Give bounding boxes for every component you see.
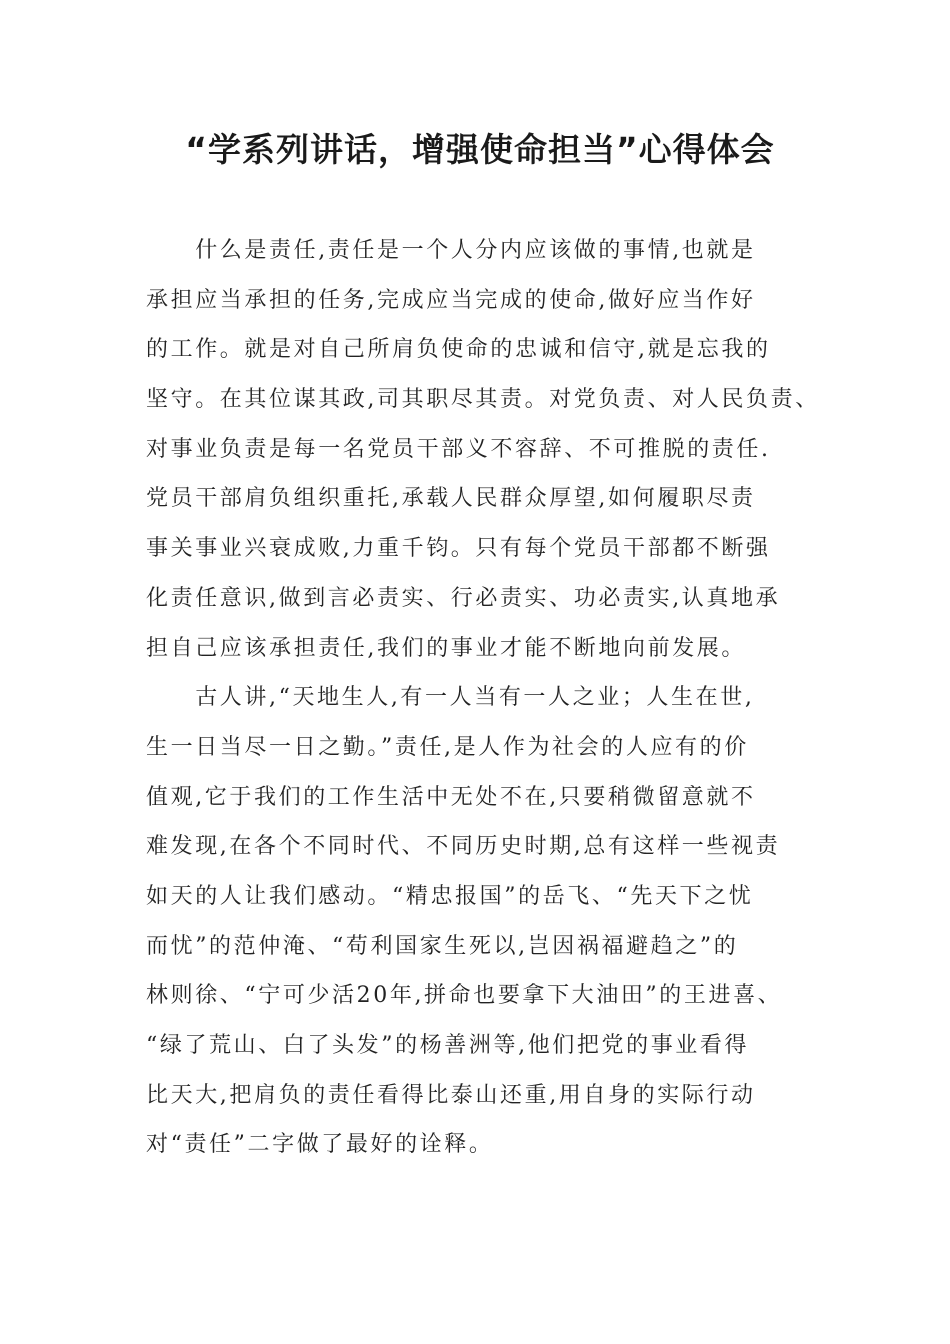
- text-line: 担自己应该承担责任,我们的事业才能不断地向前发展。: [146, 635, 746, 661]
- paragraph-2: [146, 673, 806, 1170]
- text-line: 的工作。就是对自己所肩负使命的忠诚和信守,就是忘我的: [146, 337, 771, 363]
- text-line: 比天大,把肩负的责任看得比泰山还重,用自身的实际行动: [146, 1082, 756, 1108]
- text-line: 承担应当承担的任务,完成应当完成的使命,做好应当作好: [146, 287, 756, 313]
- document-body: [146, 226, 820, 1170]
- text-line: 难发现,在各个不同时代、不同历史时期,总有这样一些视责: [146, 834, 781, 860]
- text-line: 生一日当尽一日之勤。”责任,是人作为社会的人应有的价: [146, 734, 749, 760]
- document-title: “学系列讲话，增强使命担当”心得体会: [185, 130, 775, 169]
- text-line: 事关事业兴衰成败,力重千钧。只有每个党员干部都不断强: [146, 536, 771, 562]
- text-line: 古人讲,“天地生人,有一人当有一人之业；人生在世,: [146, 685, 755, 711]
- text-line: 值观,它于我们的工作生活中无处不在,只要稍微留意就不: [146, 784, 756, 810]
- text-line: “绿了荒山、白了头发”的杨善洲等,他们把党的事业看得: [146, 1033, 750, 1058]
- text-line: 什么是责任,责任是一个人分内应该做的事情,也就是: [146, 238, 756, 263]
- text-line: 党员干部肩负组织重托,承载人民群众厚望,如何履职尽责: [146, 486, 756, 512]
- text-line: 坚守。在其位谋其政,司其职尽其责。对党负责、对人民负责、: [146, 387, 820, 413]
- text-line: 林则徐、“宁可少活20年,拼命也要拿下大油田”的王进喜、: [146, 983, 783, 1009]
- text-line: 对事业负责是每一名党员干部义不容辞、不可推脱的责任.: [146, 436, 771, 462]
- text-line: 如天的人让我们感动。“精忠报国”的岳飞、“先天下之忧: [146, 883, 754, 909]
- text-line: 对“责任”二字做了最好的诠释。: [146, 1132, 494, 1158]
- paragraph-1: [146, 226, 820, 673]
- text-line: 化责任意识,做到言必责实、行必责实、功必责实,认真地承: [146, 585, 781, 611]
- text-line: 而忧”的范仲淹、“苟利国家生死以,岂因祸福避趋之”的: [146, 933, 739, 959]
